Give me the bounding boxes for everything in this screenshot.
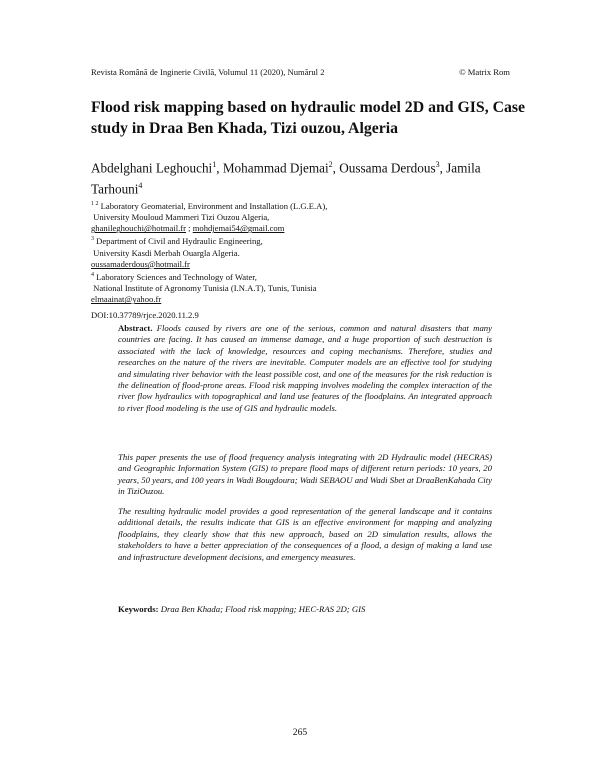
author-separator: , <box>216 160 223 176</box>
affiliation-marker: 3 <box>91 236 94 243</box>
author-email-link[interactable]: mohdjemai54@gmail.com <box>192 223 285 234</box>
affiliation-marker: 1 2 <box>91 201 99 207</box>
affiliation-line: Laboratory Sciences and Technology of Water, <box>96 271 257 282</box>
author-email-link[interactable]: ghanileghouchi@hotmail.fr <box>91 223 187 234</box>
author-affiliation-marker: 1 <box>212 160 217 169</box>
keywords <box>118 604 365 614</box>
author-separator: , <box>439 160 447 176</box>
paper-title: Flood risk mapping based on hydraulic model 2D and GIS, Case study in Draa Ben Khada, Tizi ouzou, Algeria <box>91 99 526 137</box>
abstract-paragraph: This paper presents the use of flood frequency analysis integrating with 2D Hydraulic model (HECRAS) and Geographic Information System (GIS) to prepare flood maps of different return periods: 10 years, 20 years, 50 years, and 100 years in Wadi Bougdoura; Wadi SEBAOU and Wadi Sbet at DraaBenKahada City in TiziOuzou. <box>118 452 492 497</box>
affiliation-line: Department of Civil and Hydraulic Engineering, <box>96 236 263 247</box>
keywords-text: Draa Ben Khada; Flood risk mapping; HEC-RAS 2D; GIS <box>160 604 366 614</box>
affiliation-line: University Kasdi Merbah Ouargla Algeria. <box>93 247 240 258</box>
affiliation-line: University Mouloud Mammeri Tizi Ouzou Algeria, <box>93 212 270 223</box>
affiliation-line: Laboratory Geomaterial, Environment and Installation (L.G.E.A), <box>100 200 328 211</box>
affiliation-marker: 4 <box>91 271 94 278</box>
affiliations <box>91 199 531 305</box>
page-number: 265 <box>292 727 308 738</box>
author-name: Abdelghani Leghouchi <box>91 160 213 176</box>
keywords-label: Keywords: <box>118 604 159 614</box>
abstract-label: Abstract. <box>118 323 153 333</box>
author-email-link[interactable]: elmaainat@yahoo.fr <box>91 294 162 305</box>
author-list <box>91 156 531 199</box>
author-affiliation-marker: 2 <box>328 160 333 169</box>
author-name: Jamila Tarhouni <box>91 160 481 197</box>
affiliation-line: National Institute of Agronomy Tunisia (I.N.A.T), Tunis, Tunisia <box>93 283 317 293</box>
author-email-link[interactable]: oussamaderdous@hotmail.fr <box>91 258 190 269</box>
journal-header: Revista Română de Inginerie Civilă, Volumul 11 (2020), Numărul 2 <box>91 67 325 77</box>
doi-text: DOI:10.37789/rjce.2020.11.2.9 <box>91 310 199 320</box>
copyright-notice: © Matrix Rom <box>459 67 510 77</box>
email-separator: ; <box>186 223 193 234</box>
author-name: Oussama Derdous <box>339 160 436 176</box>
abstract-text: Floods caused by rivers are one of the serious, common and natural disasters that many countries are facing. It has caused an immense damage, and a huge proportion of such destruction is associated with the lack of knowledge, resources and coping mechanisms. Therefore, studies and researches on the nature of the rivers are inevitable. Computer models are an effective tool for studying and simulating river behavior with the least possible cost, and one of the measures for the risk reduction is the delineation of flood-prone areas. Flood risk mapping involves modeling the complex interaction of the river flow hydraulics with topographical and land use features of the floodplains. An integrated approach to river flood modeling is the use of GIS and hydraulic models. <box>118 323 492 413</box>
author-name: Mohammad Djemai <box>222 160 329 176</box>
author-affiliation-marker: 4 <box>138 181 143 191</box>
author-separator: , <box>332 160 340 176</box>
author-affiliation-marker: 3 <box>435 160 440 169</box>
abstract-paragraph: The resulting hydraulic model provides a good representation of the general landscape and it contains additional details, the results indicate that GIS is an effective environment for mapping and analyzing floodplains, they clearly show that this new approach, based on 2D simulation results, allows the stakeholders to have a better appreciation of the consequences of a flood, a design of making a land use and infrastructure development decisions, and emergency measures. <box>118 506 492 562</box>
abstract-paragraph <box>118 323 492 414</box>
